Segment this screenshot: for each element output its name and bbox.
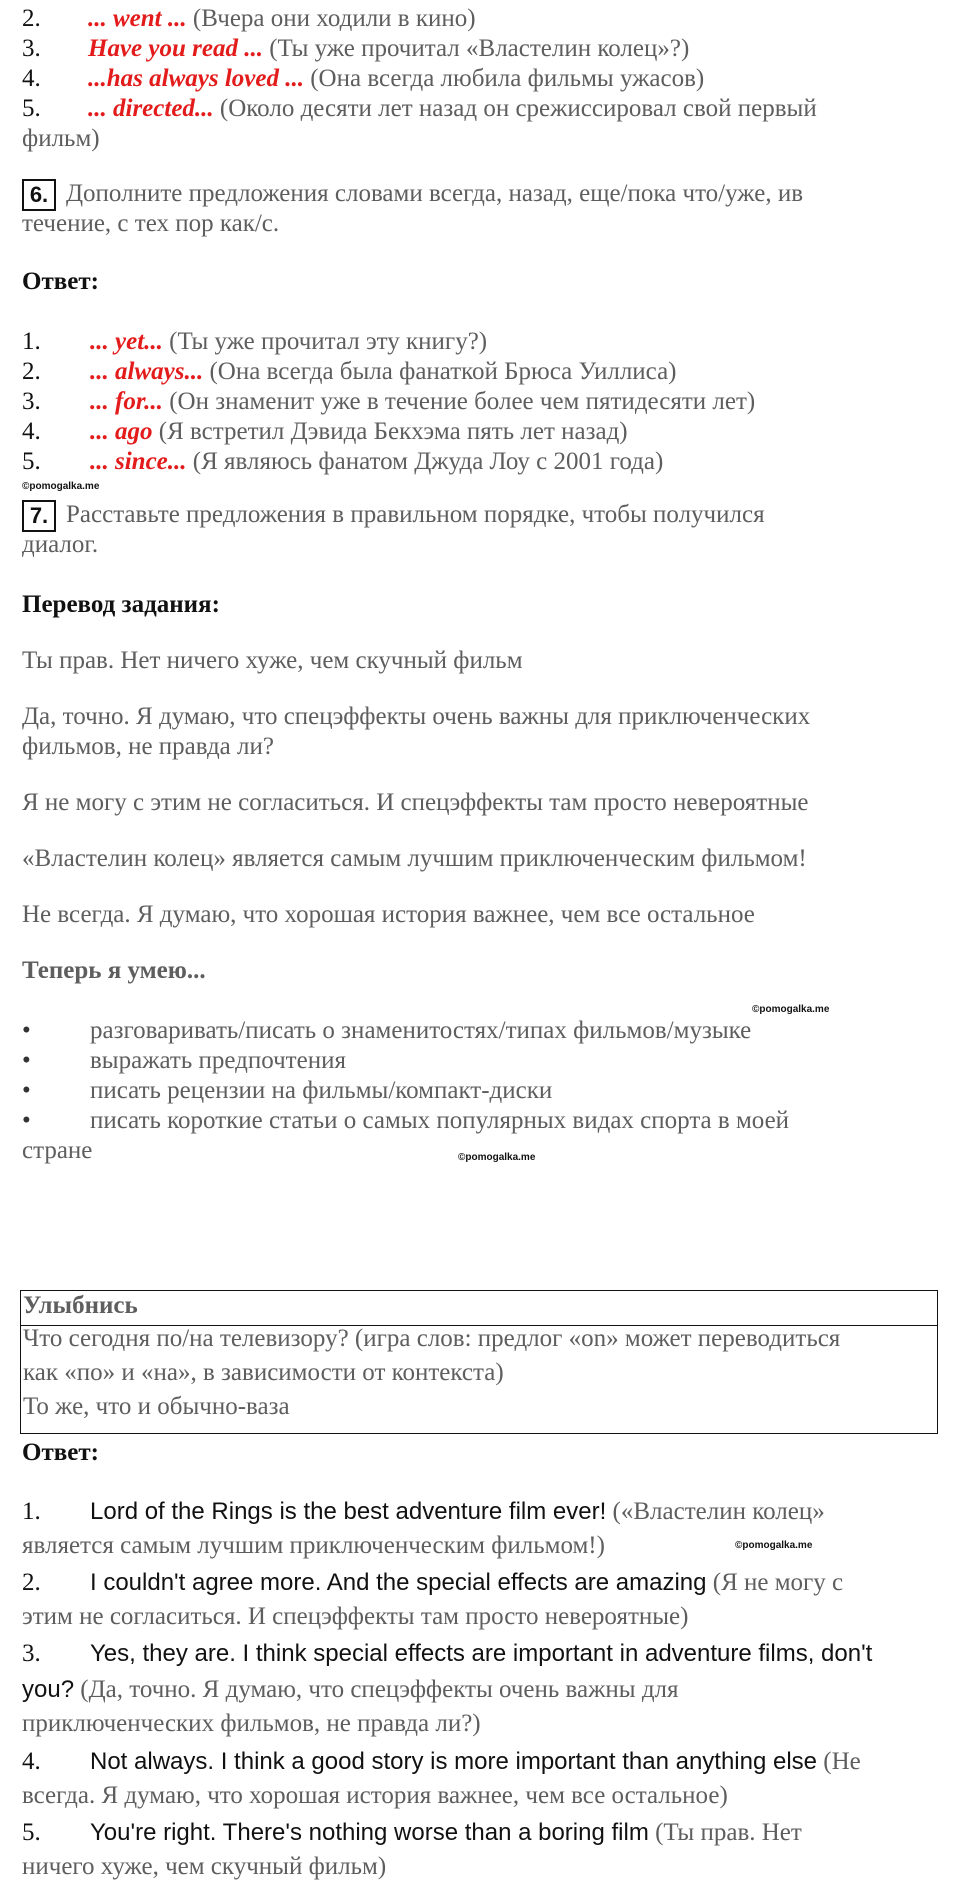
task-6-instruction: 6. Дополните предложения словами всегда, назад, еще/пока что/уже, ив — [22, 178, 803, 211]
bullet-item: • писать короткие статьи о самых популярных видах спорта в моей — [22, 1105, 789, 1137]
translation-line: фильмов, не правда ли? — [22, 733, 274, 760]
bullet-item-continuation: стране — [22, 1137, 93, 1164]
watermark: ©pomogalka.me — [22, 481, 100, 492]
final-answer-label: Ответ: — [22, 1439, 99, 1466]
smile-line: как «по» и «на», в зависимости от контекста) — [23, 1359, 504, 1386]
answer-item: 3. Yes, they are. I think special effects are important in adventure films, don't — [22, 1640, 873, 1667]
list-item: 5. ... since... (Я являюсь фанатом Джуда Лоу с 2001 года) — [22, 448, 664, 475]
translation-line: «Властелин колец» является самым лучшим приключенческим фильмом! — [22, 845, 807, 872]
answer-item-continuation: приключенческих фильмов, не правда ли?) — [22, 1710, 481, 1737]
smile-title-row — [21, 1291, 937, 1326]
bullet-icon: • — [22, 1107, 31, 1134]
task-number: 7. — [22, 500, 56, 532]
answer-label: Ответ: — [22, 268, 99, 295]
translation-line: Не всегда. Я думаю, что хорошая история важнее, чем все остальное — [22, 901, 755, 928]
list-item-continuation: фильм) — [22, 125, 100, 152]
list-item: 2. ... always... (Она всегда была фанаткой Брюса Уиллиса) — [22, 358, 677, 385]
task-6-instruction-cont: течение, с тех пор как/с. — [22, 210, 280, 237]
task-number: 6. — [22, 179, 56, 211]
list-item: 2. ... went ... (Вчера они ходили в кино) — [22, 5, 476, 32]
answer-item: 5. You're right. There's nothing worse than a boring film (Ты прав. Нет — [22, 1819, 802, 1846]
bullet-icon: • — [22, 1017, 31, 1044]
list-item: 4. ... ago (Я встретил Дэвида Бекхэма пять лет назад) — [22, 418, 628, 445]
answer-item-continuation: всегда. Я думаю, что хорошая история важнее, чем все остальное) — [22, 1782, 728, 1809]
watermark: ©pomogalka.me — [752, 1004, 830, 1015]
smile-line: Что сегодня по/на телевизору? (игра слов: предлог «on» может переводиться — [23, 1325, 841, 1352]
smile-title: Улыбнись — [23, 1292, 138, 1319]
smile-box — [20, 1290, 938, 1434]
task-7-instruction: 7. Расставьте предложения в правильном порядке, чтобы получился — [22, 499, 765, 532]
bullet-item: • разговаривать/писать о знаменитостях/типах фильмов/музыке — [22, 1015, 751, 1047]
bullet-item: • выражать предпочтения — [22, 1045, 346, 1077]
bullet-icon: • — [22, 1047, 31, 1074]
answer-item-continuation: you? (Да, точно. Я думаю, что спецэффекты очень важны для — [22, 1676, 679, 1703]
list-item: 5. ... directed... (Около десяти лет назад он срежиссировал свой первый — [22, 95, 817, 122]
translation-line: Ты прав. Нет ничего хуже, чем скучный фильм — [22, 647, 523, 674]
task-7-instruction-cont: диалог. — [22, 531, 99, 558]
watermark: ©pomogalka.me — [735, 1540, 813, 1551]
answer-item-continuation: является самым лучшим приключенческим фильмом!) — [22, 1532, 605, 1559]
answer-item: 2. I couldn't agree more. And the special effects are amazing (Я не могу с — [22, 1569, 844, 1596]
translation-line: Я не могу с этим не согласиться. И спецэффекты там просто невероятные — [22, 789, 809, 816]
translation-line: Да, точно. Я думаю, что спецэффекты очень важны для приключенческих — [22, 703, 811, 730]
bullet-icon: • — [22, 1077, 31, 1104]
answer-item-continuation: ничего хуже, чем скучный фильм) — [22, 1853, 387, 1880]
list-item: 3. Have you read ... (Ты уже прочитал «Властелин колец»?) — [22, 35, 690, 62]
list-item: 1. ... yet... (Ты уже прочитал эту книгу?) — [22, 328, 488, 355]
now-i-can-title: Теперь я умею... — [22, 957, 206, 984]
translation-label: Перевод задания: — [22, 591, 220, 618]
smile-line: То же, что и обычно-ваза — [23, 1393, 290, 1420]
list-item: 4. ...has always loved ... (Она всегда любила фильмы ужасов) — [22, 65, 705, 92]
bullet-item: • писать рецензии на фильмы/компакт-диски — [22, 1075, 552, 1107]
answer-item: 4. Not always. I think a good story is more important than anything else (Не — [22, 1748, 861, 1775]
list-item: 3. ... for... (Он знаменит уже в течение более чем пятидесяти лет) — [22, 388, 756, 415]
answer-item-continuation: этим не согласиться. И спецэффекты там просто невероятные) — [22, 1603, 689, 1630]
answer-item: 1. Lord of the Rings is the best adventure film ever! («Властелин колец» — [22, 1498, 825, 1525]
watermark: ©pomogalka.me — [458, 1152, 536, 1163]
